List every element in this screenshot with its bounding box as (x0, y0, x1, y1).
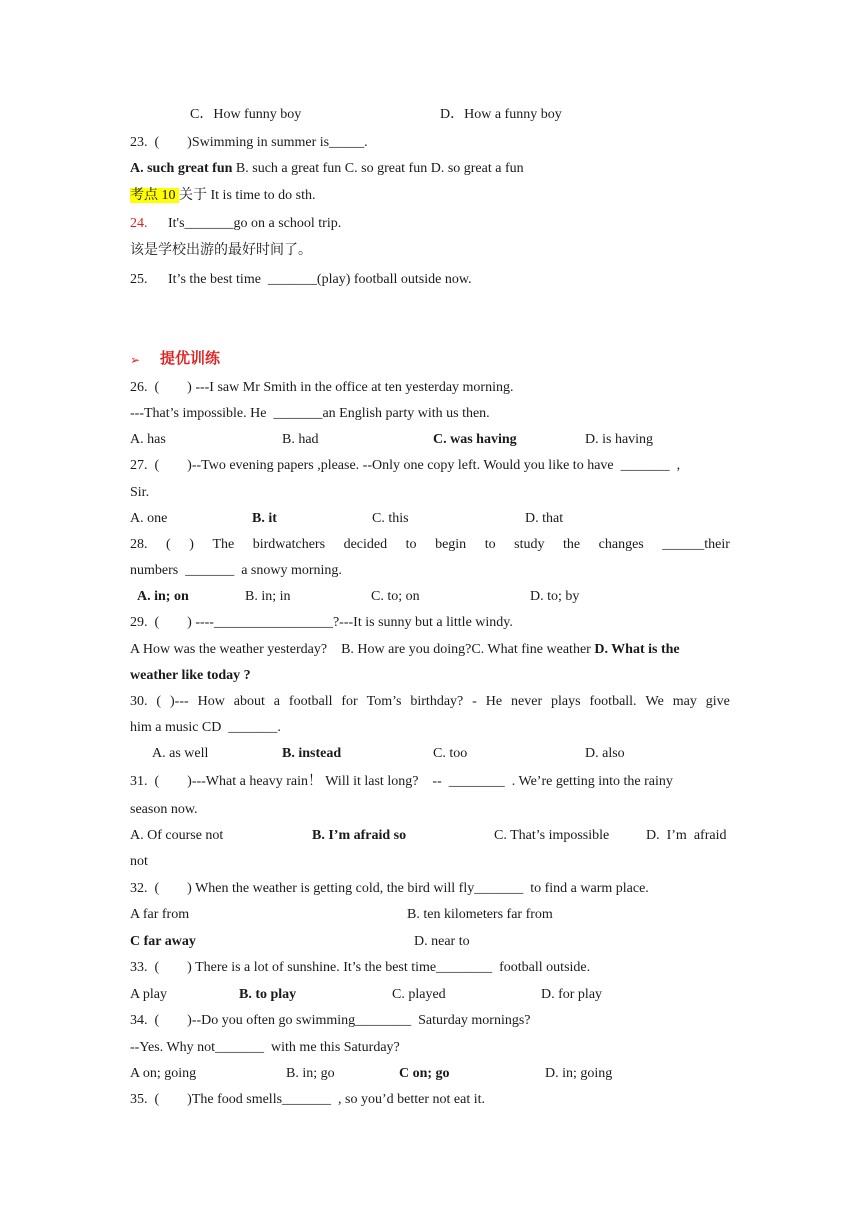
q30-stem (130, 693, 730, 711)
q23-stem: 23. ( )Swimming in summer is_____. (130, 135, 368, 150)
q30-word: never (511, 694, 543, 709)
q26-option-b: B. had (282, 432, 319, 447)
q28-option-b: B. in; in (245, 589, 291, 604)
q34-line2: --Yes. Why not_______ with me this Saturday? (130, 1040, 400, 1055)
q27-option-d: D. that (525, 511, 564, 526)
q24-stem: It's_______go on a school trip. (168, 216, 342, 231)
q30-option-d: D. also (585, 746, 625, 761)
q29-options-abc: A How was the weather yesterday? B. How are you doing?C. What fine weather (130, 642, 595, 657)
q30-word: How (197, 694, 225, 709)
q25-stem: It’s the best time _______(play) football outside now. (168, 272, 472, 287)
q30-word: Tom’s (366, 694, 402, 709)
q30-option-c: C. too (433, 746, 468, 761)
q30-word: for (341, 694, 358, 709)
q31-option-a: A. Of course not (130, 828, 224, 843)
q25-number: 25. (130, 272, 148, 287)
q27-option-c: C. this (372, 511, 409, 526)
point-tag: 考点 10 (130, 188, 179, 203)
q26-line2: ---That’s impossible. He _______an English party with us then. (130, 406, 490, 421)
q26-option-a: A. has (130, 432, 166, 447)
q22-option-d: D．How a funny boy (440, 107, 562, 122)
q27-stem: 27. ( )--Two evening papers ,please. --Only one copy left. Would you like to have _______ , (130, 458, 681, 473)
q33-stem: 33. ( ) There is a lot of sunshine. It’s the best time________ football outside. (130, 960, 591, 975)
q30-option-a: A. as well (152, 746, 209, 761)
q28-word: begin (435, 537, 467, 552)
q29-option-d-answer: D. What is the (594, 642, 680, 657)
q30-word: birthday? (410, 694, 464, 709)
q28-word: the (563, 537, 581, 552)
q27-option-a: A. one (130, 511, 168, 526)
q26-option-c-answer: C. was having (433, 432, 517, 447)
q30-option-b-answer: B. instead (282, 746, 342, 761)
q23-answer: A. such great fun (130, 161, 233, 176)
q30-word: He (485, 694, 503, 709)
q28-word: birdwatchers (252, 537, 326, 552)
q27-option-b-answer: B. it (252, 511, 277, 526)
q28-option-d: D. to; by (530, 589, 580, 604)
q31-option-c: C. That’s impossible (494, 828, 610, 843)
q30-word: plays (551, 694, 581, 709)
q33-option-c: C. played (392, 987, 446, 1002)
q32-option-b: B. ten kilometers far from (407, 907, 553, 922)
q30-word: give (705, 694, 730, 709)
q26-option-d: D. is having (585, 432, 654, 447)
q28-line2: numbers _______ a snowy morning. (130, 563, 342, 578)
knowledge-point-10 (130, 187, 316, 205)
q30-word: ( (156, 694, 162, 709)
q29-option-d-cont: weather like today ? (130, 668, 251, 683)
q32-option-d: D. near to (414, 934, 470, 949)
q30-word: about (233, 694, 265, 709)
q26-stem: 26. ( ) ---I saw Mr Smith in the office at ten yesterday morning. (130, 380, 514, 395)
q34-option-c-answer: C on; go (399, 1066, 450, 1081)
q32-stem: 32. ( ) When the weather is getting cold, the bird will fly_______ to find a warm place. (130, 881, 649, 896)
q33-option-a: A play (130, 987, 167, 1002)
q30-word: We (645, 694, 664, 709)
q28-word: decided (343, 537, 388, 552)
q28-word: study (514, 537, 545, 552)
q29-options-line (130, 641, 680, 659)
q28-word: to (405, 537, 417, 552)
q28-word: to (484, 537, 496, 552)
q33-option-d: D. for play (541, 987, 603, 1002)
q28-word: ______their (662, 537, 730, 552)
q32-option-c-answer: C far away (130, 934, 196, 949)
q28-option-a-answer: A. in; on (137, 589, 189, 604)
q34-option-a: A on; going (130, 1066, 197, 1081)
q34-option-d: D. in; going (545, 1066, 613, 1081)
q23-other-options: B. such a great fun C. so great fun D. so great a fun (232, 161, 524, 176)
q29-stem: 29. ( ) ----_________________?---It is sunny but a little windy. (130, 615, 513, 630)
section-title: 提优训练 (160, 351, 221, 367)
q30-word: football. (589, 694, 637, 709)
q30-word: football (288, 694, 333, 709)
section-bullet-icon: ➢ (130, 353, 141, 367)
q30-word: 30. (130, 694, 148, 709)
q33-option-b-answer: B. to play (239, 987, 297, 1002)
q23-options (130, 160, 524, 178)
q28-word: changes (598, 537, 644, 552)
q24-number: 24. (130, 216, 148, 231)
q34-option-b: B. in; go (286, 1066, 335, 1081)
q31-stem: 31. ( )---What a heavy rain！ Will it last long? -- ________ . We’re getting into the rainy (130, 774, 673, 789)
point-text: 关于 It is time to do sth. (179, 188, 316, 203)
q31-option-b-answer: B. I’m afraid so (312, 828, 407, 843)
q30-word: )--- (170, 694, 189, 709)
q27-line2: Sir. (130, 485, 150, 500)
q22-option-c: C．How funny boy (190, 107, 302, 122)
q30-line2: him a music CD _______. (130, 720, 281, 735)
q28-stem (130, 536, 730, 554)
q32-option-a: A far from (130, 907, 190, 922)
q28-word: ) (189, 537, 194, 552)
q31-option-d-cont: not (130, 854, 148, 869)
q30-word: - (472, 694, 477, 709)
q28-word: ( (166, 537, 171, 552)
q35-stem: 35. ( )The food smells_______ , so you’d better not eat it. (130, 1092, 485, 1107)
q28-option-c: C. to; on (371, 589, 420, 604)
q28-word: 28. (130, 537, 148, 552)
q24-hint: 该是学校出游的最好时间了。 (130, 243, 312, 258)
q30-word: may (672, 694, 697, 709)
q28-word: The (212, 537, 235, 552)
q31-option-d: D. I’m afraid (646, 828, 727, 843)
q31-line2: season now. (130, 802, 198, 817)
q34-stem: 34. ( )--Do you often go swimming________ Saturday mornings? (130, 1013, 531, 1028)
q30-word: a (273, 694, 280, 709)
